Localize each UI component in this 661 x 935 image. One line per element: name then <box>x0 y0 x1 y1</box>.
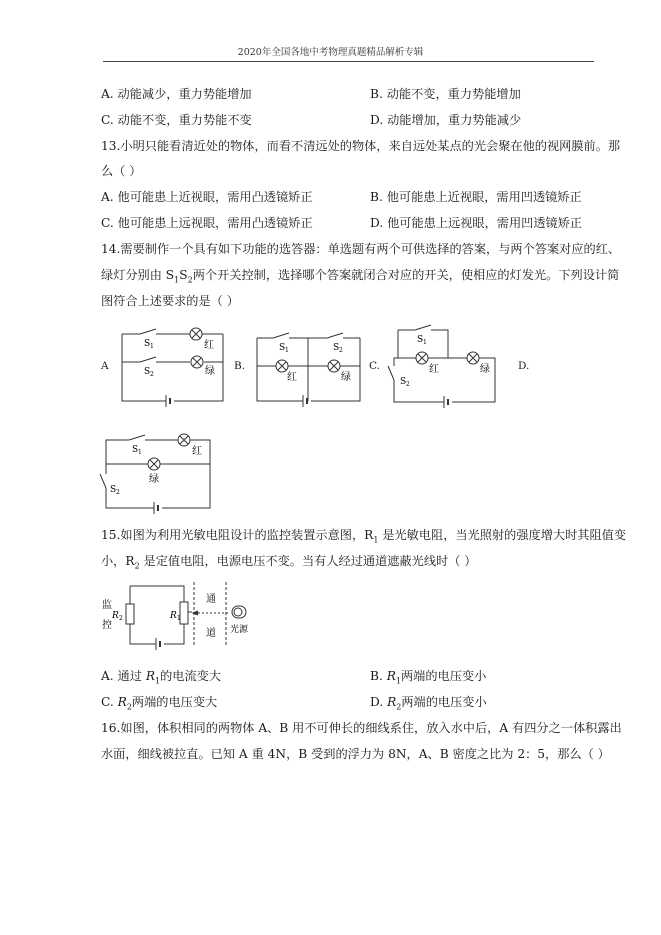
lamp-green-icon <box>328 360 340 372</box>
circuit-diagram-c <box>380 322 510 410</box>
lamp-red-icon <box>190 328 202 340</box>
svg-text:R: R <box>112 611 119 621</box>
svg-text:1: 1 <box>285 347 289 354</box>
svg-text:2: 2 <box>339 347 343 354</box>
q12-option-a: A. 动能减少，重力势能增加 <box>101 87 252 101</box>
q13-option-a: A. 他可能患上近视眼，需用凸透镜矫正 <box>101 190 313 204</box>
q12-option-d: D. 动能增加，重力势能减少 <box>370 113 522 127</box>
svg-text:通: 通 <box>206 594 216 605</box>
circuit-diagram-b <box>243 326 368 410</box>
q13-option-d: D. 他可能患上远视眼，需用凹透镜矫正 <box>370 216 583 230</box>
lamp-green-icon <box>148 458 160 470</box>
q13-stem-line2: 么（ ） <box>101 164 142 178</box>
q12-option-b: B. 动能不变，重力势能增加 <box>370 87 521 101</box>
q14-label-b: B. <box>234 360 246 372</box>
svg-text:红: 红 <box>192 446 202 457</box>
svg-text:道: 道 <box>206 628 216 639</box>
q14-label-a: A <box>101 360 109 372</box>
svg-text:监: 监 <box>102 600 112 611</box>
svg-text:红: 红 <box>429 364 439 375</box>
circuit-diagram-a <box>108 326 233 410</box>
monitor-circuit-diagram <box>102 580 262 652</box>
lamp-red-icon <box>416 352 428 364</box>
q15-stem-line2: 小，$R_2$ 是定值电阻，电源电压不变。当有人经过通道遮蔽光线时（ ） <box>101 554 477 571</box>
svg-text:S: S <box>279 343 286 353</box>
q16-stem-line2: 水面，细线被拉直。已知 A 重 4N，B 受到的浮力为 8N，A、B 密度之比为 2：5，那么（ ） <box>101 747 610 761</box>
svg-text:绿: 绿 <box>149 474 159 485</box>
svg-text:红: 红 <box>287 372 297 383</box>
q14-label-d: D. <box>518 360 530 372</box>
svg-text:2: 2 <box>406 381 410 388</box>
q16-stem-line1: 16.如图，体积相同的两物体 A、B 用不可伸长的细线系住，放入水中后，A 有四分之一体积露出 <box>101 721 622 735</box>
svg-text:2: 2 <box>116 489 120 496</box>
q13-stem-line1: 13.小明只能看清近处的物体，而看不清远处的物体，来自远处某点的光会聚在他的视网膜前。那 <box>101 139 621 153</box>
q15-option-b: B. $R_1$两端的电压变小 <box>370 669 487 686</box>
lamp-green-icon <box>467 352 479 364</box>
svg-text:光源: 光源 <box>230 625 249 635</box>
svg-text:绿: 绿 <box>480 364 490 375</box>
q13-option-c: C. 他可能患上远视眼，需用凸透镜矫正 <box>101 216 313 230</box>
q15-option-d: D. $R_2$两端的电压变小 <box>370 695 487 712</box>
svg-text:S: S <box>400 377 407 387</box>
svg-text:2: 2 <box>119 615 123 622</box>
circuit-diagram-d <box>96 426 221 516</box>
svg-text:S: S <box>144 339 151 349</box>
svg-text:S: S <box>417 335 424 345</box>
q14-label-c: C. <box>369 360 380 372</box>
svg-text:R: R <box>170 611 177 621</box>
svg-text:S: S <box>132 445 139 455</box>
lamp-green-icon <box>191 356 203 368</box>
svg-text:控: 控 <box>102 620 112 631</box>
q14-stem-line3: 图符合上述要求的是（ ） <box>101 294 239 308</box>
svg-text:S: S <box>144 367 151 377</box>
svg-text:2: 2 <box>150 371 154 378</box>
svg-text:1: 1 <box>423 339 427 346</box>
q13-option-b: B. 他可能患上近视眼，需用凹透镜矫正 <box>370 190 582 204</box>
lamp-red-icon <box>178 434 190 446</box>
lamp-red-icon <box>276 360 288 372</box>
q15-stem-line1: 15.如图为利用光敏电阻设计的监控装置示意图，$R_1$ 是光敏电阻，当光照射的强度增大时其阻值变 <box>101 528 627 545</box>
q15-option-c: C. $R_2$两端的电压变大 <box>101 695 218 712</box>
q15-option-a: A. 通过 $R_1$的电流变大 <box>101 669 222 686</box>
header-divider <box>103 61 594 62</box>
q14-stem-line2: 绿灯分别由 $S_1S_2$两个开关控制，选择哪个答案就闭合对应的开关，使相应的灯发光。下列设计简 <box>101 268 620 285</box>
svg-text:绿: 绿 <box>341 372 351 383</box>
q12-option-c: C. 动能不变，重力势能不变 <box>101 113 252 127</box>
q14-stem-line1: 14.需要制作一个具有如下功能的选答器：单选题有两个可供选择的答案，与两个答案对应的红、 <box>101 242 621 256</box>
svg-text:1: 1 <box>150 343 154 350</box>
svg-text:1: 1 <box>177 615 181 622</box>
svg-text:S: S <box>110 485 117 495</box>
svg-text:红: 红 <box>204 340 214 351</box>
svg-text:S: S <box>333 343 340 353</box>
svg-text:绿: 绿 <box>205 366 215 377</box>
page-header: 2020年全国各地中考物理真题精品解析专辑 <box>237 47 424 58</box>
svg-text:1: 1 <box>138 449 142 456</box>
